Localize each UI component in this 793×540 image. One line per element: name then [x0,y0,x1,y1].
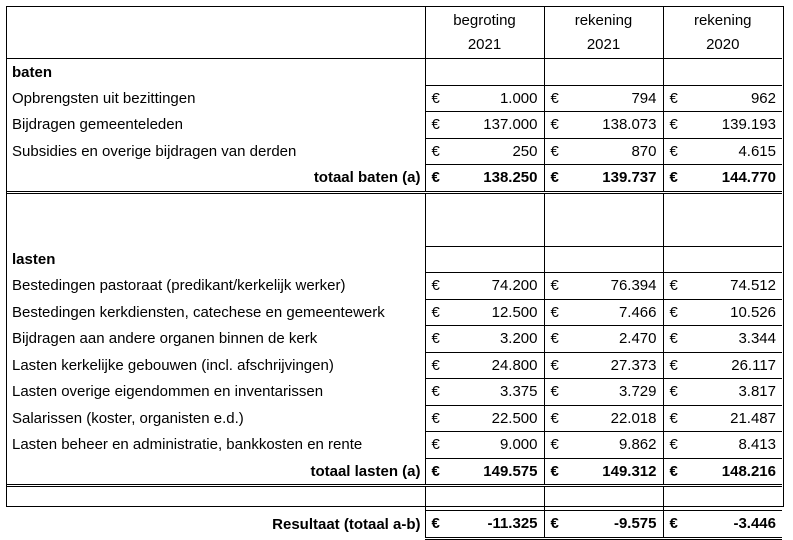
section-heading-baten: baten [12,63,53,81]
currency-cell: € [425,379,452,406]
value-cell: 24.800 [452,352,544,379]
total-value: 139.737 [571,165,663,193]
currency-cell: € [544,112,571,139]
row-label: Subsidies en overige bijdragen van derden [12,142,297,160]
table-row [6,299,782,326]
table-row [6,112,782,139]
value-cell: 794 [571,85,663,112]
total-value: 149.312 [571,458,663,486]
table-row [6,138,782,165]
result-value: -11.325 [452,511,544,539]
spacer-row [6,192,782,246]
currency-cell: € [425,165,452,193]
value-cell: 27.373 [571,352,663,379]
value-cell: 74.512 [690,273,782,300]
row-label: Salarissen (koster, organisten e.d.) [12,409,244,427]
row-label: Lasten overige eigendommen en inventarissen [12,383,324,401]
currency-cell: € [663,352,690,379]
value-cell: 2.470 [571,326,663,353]
value-cell: 74.200 [452,273,544,300]
section-heading-row [6,246,782,273]
value-cell: 3.344 [690,326,782,353]
table-row [6,85,782,112]
section-heading-row [6,59,782,86]
currency-cell: € [663,458,690,486]
currency-cell: € [663,273,690,300]
table-row [6,352,782,379]
currency-cell: € [425,458,452,486]
section-heading-lasten: lasten [12,250,56,268]
value-cell: 12.500 [452,299,544,326]
currency-cell: € [425,432,452,459]
value-cell: 22.018 [571,405,663,432]
currency-cell: € [425,405,452,432]
currency-cell: € [663,165,690,193]
value-cell: 26.117 [690,352,782,379]
table-row [6,379,782,406]
column-header-rekening-2021: rekening 2021 [544,6,663,59]
currency-cell: € [663,405,690,432]
row-label: Opbrengsten uit bezittingen [12,89,196,107]
currency-cell: € [544,165,571,193]
currency-cell: € [425,273,452,300]
currency-cell: € [544,326,571,353]
value-cell: 3.729 [571,379,663,406]
value-cell: 250 [452,138,544,165]
value-cell: 3.375 [452,379,544,406]
total-value: 148.216 [690,458,782,486]
row-label: Bijdragen aan andere organen binnen de kerk [12,330,318,348]
currency-cell: € [425,85,452,112]
result-value: -3.446 [690,511,782,539]
currency-cell: € [425,326,452,353]
currency-cell: € [544,299,571,326]
currency-cell: € [425,299,452,326]
column-header-begroting-2021: begroting 2021 [425,6,544,59]
value-cell: 139.193 [690,112,782,139]
header-label-cell [6,6,425,59]
currency-cell: € [663,138,690,165]
currency-cell: € [544,273,571,300]
value-cell: 7.466 [571,299,663,326]
currency-cell: € [544,352,571,379]
spacer-row [6,486,782,511]
value-cell: 22.500 [452,405,544,432]
value-cell: 1.000 [452,85,544,112]
currency-cell: € [544,138,571,165]
currency-cell: € [425,511,452,539]
value-cell: 962 [690,85,782,112]
currency-cell: € [544,85,571,112]
currency-cell: € [663,379,690,406]
value-cell: 10.526 [690,299,782,326]
result-value: -9.575 [571,511,663,539]
row-label: Lasten beheer en administratie, bankkosten en rente [12,436,363,454]
value-cell: 76.394 [571,273,663,300]
currency-cell: € [544,458,571,486]
value-cell: 9.862 [571,432,663,459]
value-cell: 9.000 [452,432,544,459]
currency-cell: € [425,352,452,379]
total-row-lasten [6,458,782,486]
currency-cell: € [663,432,690,459]
value-cell: 137.000 [452,112,544,139]
total-value: 149.575 [452,458,544,486]
table-row [6,405,782,432]
row-label: Bestedingen pastoraat (predikant/kerkelijk werker) [12,277,346,295]
total-label: totaal lasten (a) [6,458,425,486]
currency-cell: € [663,511,690,539]
currency-cell: € [544,379,571,406]
table-row [6,326,782,353]
result-label: Resultaat (totaal a-b) [272,515,421,533]
value-cell: 21.487 [690,405,782,432]
currency-cell: € [544,511,571,539]
row-label: Lasten kerkelijke gebouwen (incl. afschrijvingen) [12,356,334,374]
currency-cell: € [425,112,452,139]
total-label: totaal baten (a) [6,165,425,193]
table-row [6,432,782,459]
value-cell: 4.615 [690,138,782,165]
currency-cell: € [663,299,690,326]
currency-cell: € [425,138,452,165]
currency-cell: € [663,112,690,139]
value-cell: 3.817 [690,379,782,406]
header-row [6,6,782,59]
table-row [6,273,782,300]
row-label: Bestedingen kerkdiensten, catechese en gemeentewerk [12,303,385,321]
total-value: 138.250 [452,165,544,193]
value-cell: 870 [571,138,663,165]
value-cell: 8.413 [690,432,782,459]
total-row-baten [6,165,782,193]
currency-cell: € [544,432,571,459]
value-cell: 138.073 [571,112,663,139]
financial-table [6,6,782,540]
value-cell: 3.200 [452,326,544,353]
currency-cell: € [663,85,690,112]
result-row [6,511,782,539]
currency-cell: € [663,326,690,353]
row-label: Bijdragen gemeenteleden [12,116,183,134]
column-header-rekening-2020: rekening 2020 [663,6,782,59]
currency-cell: € [544,405,571,432]
total-value: 144.770 [690,165,782,193]
